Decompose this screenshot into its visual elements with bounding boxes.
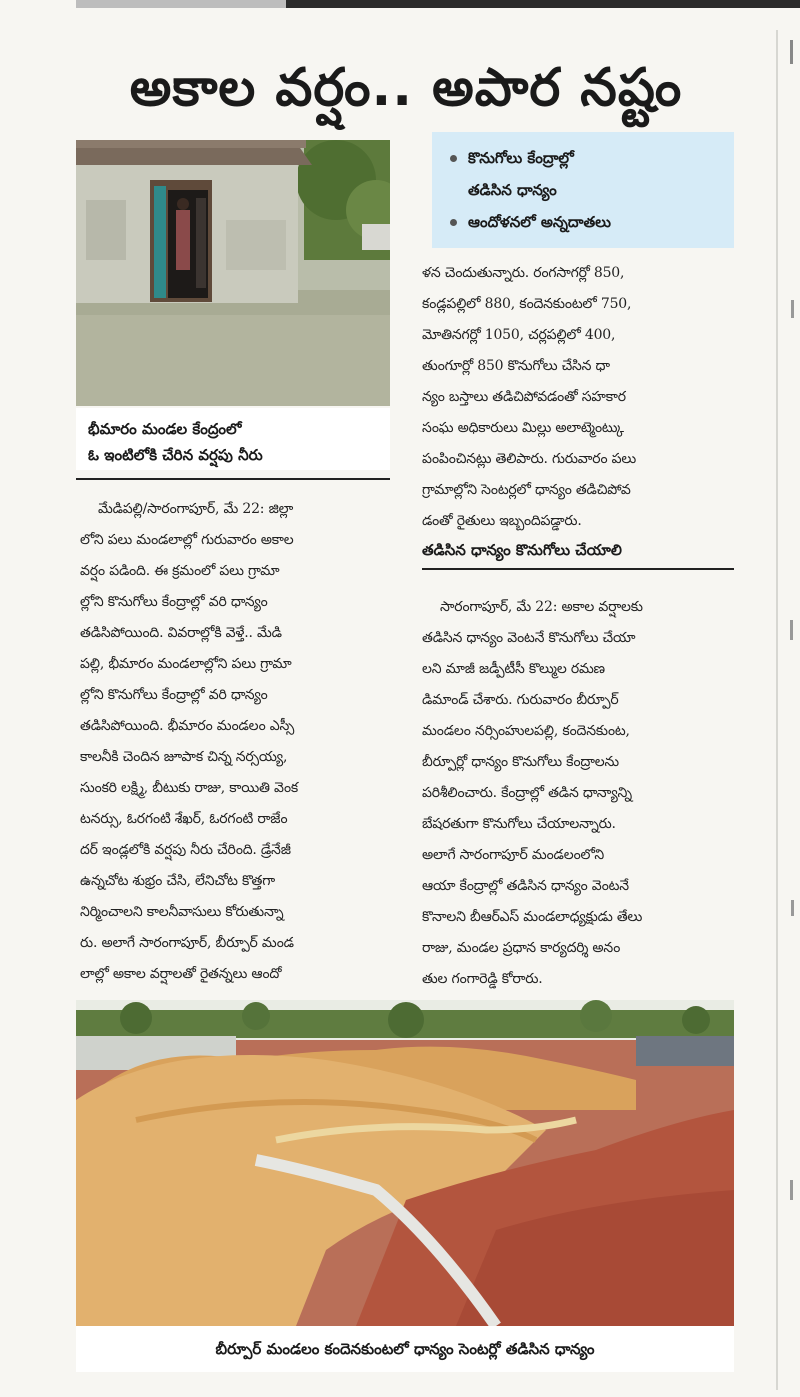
- body-line: పంపించినట్లు తెలిపారు. గురువారం పలు: [422, 451, 636, 467]
- bullet-icon: [450, 219, 457, 226]
- body-line: డిమాండ్ చేశారు. గురువారం బీర్పూర్: [422, 692, 619, 708]
- wet-grain-photo: [76, 1000, 734, 1326]
- flooded-house-photo: [76, 140, 390, 406]
- body-line: మోతినగర్లో 1050, చర్లపల్లిలో 400,: [422, 327, 616, 343]
- body-line: మేడిపల్లి/సారంగాపూర్, మే 22: జిల్లా: [98, 501, 294, 517]
- article-body-right-top: [422, 258, 734, 537]
- body-line: టనర్సు, ఓరగంటి శేఖర్, ఓరగంటి రాజేం: [80, 811, 288, 827]
- highlight-item: [446, 206, 720, 238]
- body-line: అలాగే సారంగాపూర్ మండలంలోని: [422, 847, 605, 863]
- body-line: లని మాజీ జడ్పీటీసీ కొల్ముల రమణ: [422, 661, 605, 677]
- body-line: గ్రామాల్లోని సెంటర్లలో ధాన్యం తడిచిపోవ: [422, 482, 631, 498]
- body-line: తడిసిన ధాన్యం వెంటనే కొనుగోలు చేయా: [422, 630, 636, 646]
- body-line: ళన చెందుతున్నారు. రంగసాగర్లో 850,: [422, 265, 625, 281]
- body-line: తుల గంగారెడ్డి కోరారు.: [422, 971, 543, 987]
- body-line: ఆయా కేంద్రాల్లో తడిసిన ధాన్యం వెంటనే: [422, 878, 629, 894]
- photo-caption: బీర్పూర్ మండలం కందెనకుంటలో ధాన్యం సెంటర్లో తడిసిన ధాన్యం: [76, 1326, 734, 1372]
- photo-caption: [76, 408, 390, 470]
- body-line: తడిసిపోయింది. భీమారం మండలం ఎస్సీ: [80, 718, 295, 734]
- highlight-text: ఆందోళనలో అన్నదాతలు: [468, 213, 611, 231]
- photo-caption-line: భీమారం మండల కేంద్రంలో: [88, 420, 242, 438]
- body-line: బేషరతుగా కొనుగోలు చేయాలన్నారు.: [422, 816, 616, 832]
- highlight-text: తడిసిన ధాన్యం: [468, 181, 557, 199]
- body-line: వర్షం పడింది. ఈ క్రమంలో పలు గ్రామా: [80, 563, 280, 579]
- body-line: లోని పలు మండలాల్లో గురువారం అకాల: [80, 532, 294, 548]
- section-subheading: తడిసిన ధాన్యం కొనుగోలు చేయాలి: [422, 541, 622, 559]
- body-line: ల్లోని కొనుగోలు కేంద్రాల్లో వరి ధాన్యం: [80, 594, 268, 610]
- body-line: తుంగూర్లో 850 కొనుగోలు చేసిన ధా: [422, 358, 610, 374]
- body-line: రాజు, మండల ప్రధాన కార్యదర్శి అనం: [422, 940, 621, 956]
- body-line: కొనాలని బీఆర్ఎస్ మండలాధ్యక్షుడు తేలు: [422, 909, 643, 925]
- body-line: సంఘ అధికారులు మిల్లు అలాట్మెంట్కు: [422, 420, 624, 436]
- top-color-bar: [76, 0, 800, 8]
- divider-rule: [422, 568, 734, 570]
- body-line: కాలనీకి చెందిన జూపాక చిన్న నర్సయ్య,: [80, 749, 288, 765]
- highlight-text: కొనుగోలు కేంద్రాల్లో: [468, 149, 574, 167]
- column-divider-rule: [776, 30, 778, 1390]
- body-line: లాల్లో అకాల వర్షాలతో రైతన్నలు ఆందో: [80, 966, 282, 982]
- body-line: ఉన్నచోట శుభ్రం చేసి, లేనిచోట కొత్తగా: [80, 873, 275, 889]
- body-line: న్యం బస్తాలు తడిచిపోవడంతో సహకార: [422, 389, 626, 405]
- body-line: బీర్పూర్లో ధాన్యం కొనుగోలు కేంద్రాలను: [422, 754, 619, 770]
- bullet-icon: [450, 155, 457, 162]
- article-body-right-bottom: [422, 592, 734, 995]
- divider-rule: [76, 478, 390, 480]
- body-line: సారంగాపూర్, మే 22: అకాల వర్షాలకు: [440, 599, 643, 615]
- highlight-item: [446, 142, 720, 174]
- body-line: రు. అలాగే సారంగాపూర్, బీర్పూర్ మండ: [80, 935, 294, 951]
- highlights-box: [432, 132, 734, 248]
- body-line: పల్లి, భీమారం మండలాల్లోని పలు గ్రామా: [80, 656, 292, 672]
- body-line: నిర్మించాలని కాలనీవాసులు కోరుతున్నా: [80, 904, 284, 920]
- adjacent-column-edge: [786, 0, 800, 1397]
- body-line: కండ్లపల్లిలో 880, కందెనకుంటలో 750,: [422, 296, 632, 312]
- headline: అకాల వర్షం.. అపార నష్టం: [129, 58, 683, 118]
- body-line: ల్లోని కొనుగోలు కేంద్రాల్లో వరి ధాన్యం: [80, 687, 268, 703]
- body-line: దర్ ఇండ్లలోకి వర్షపు నీరు చేరింది. డ్రేనేజీ: [80, 842, 291, 858]
- photo-caption-line: ఓ ఇంటిలోకి చేరిన వర్షపు నీరు: [88, 446, 263, 464]
- body-line: సుంకరి లక్ష్మి, బీటుకు రాజు, కాయితి వెంక: [80, 780, 298, 796]
- body-line: తడిసిపోయింది. వివరాల్లోకి వెళ్తే.. మేడి: [80, 625, 282, 641]
- body-line: మండలం నర్సింహులపల్లి, కందెనకుంట,: [422, 723, 630, 739]
- article-body-left: [80, 494, 386, 990]
- body-line: డంతో రైతులు ఇబ్బందిపడ్డారు.: [422, 513, 582, 529]
- body-line: పరిశీలించారు. కేంద్రాల్లో తడిన ధాన్యాన్ని: [422, 785, 632, 801]
